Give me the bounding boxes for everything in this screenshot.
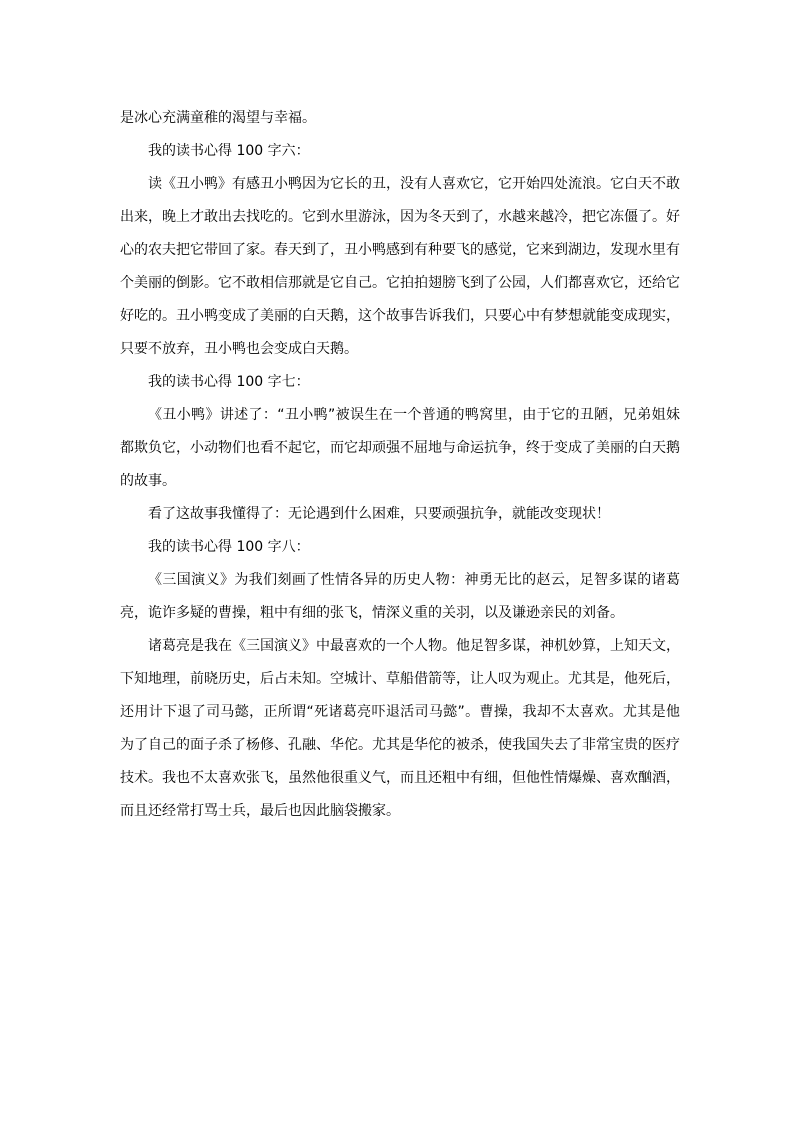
section-heading-six: 我的读书心得 100 字六： (148, 143, 310, 159)
paragraph-zhuge-liang: 诸葛亮是我在《三国演义》中最喜欢的一个人物。他足智多谋，神机妙算，上知天文，下知地理，前晓历史，后占未知。空城计、草船借箭等，让人叹为观止。尤其是，他死后，还用计下退了司马懿，正所谓“死诸葛亮吓退活司马懿”。曹操，我却不太喜欢。尤其是他为了自己的面子杀了杨修、孔融、华佗。尤其是华佗的被杀，使我国失去了非常宝贵的医疗技术。我也不太喜欢张飞，虽然他很重义气，而且还粗中有细，但他性情爆燥、喜欢酗酒，而且还经常打骂士兵，最后也因此脑袋搬家。 (120, 638, 680, 819)
paragraph-ugly-duckling-review: 读《丑小鸭》有感丑小鸭因为它长的丑，没有人喜欢它，它开始四处流浪。它白天不敢出来，晚上才敢出去找吃的。它到水里游泳，因为冬天到了，水越来越冷，把它冻僵了。好心的农夫把它带回了家。春天到了，丑小鸭感到有种要飞的感觉，它来到湖边，发现水里有个美丽的倒影。它不敢相信那就是它自己。它拍拍翅膀飞到了公园，人们都喜欢它，还给它好吃的。丑小鸭变成了美丽的白天鹅，这个故事告诉我们，只要心中有梦想就能变成现实，只要不放弃，丑小鸭也会变成白天鹅。 (120, 176, 680, 357)
paragraph-lesson: 看了这故事我懂得了：无论遇到什么困难，只要顽强抗争，就能改变现状！ (148, 506, 610, 522)
paragraph-ugly-duckling-summary: 《丑小鸭》讲述了：“丑小鸭”被误生在一个普通的鸭窝里，由于它的丑陋，兄弟姐妹都欺负它，小动物们也看不起它，而它却顽强不屈地与命运抗争，终于变成了美丽的白天鹅的故事。 (120, 407, 680, 489)
section-heading-seven: 我的读书心得 100 字七： (148, 374, 310, 390)
paragraph-three-kingdoms-intro: 《三国演义》为我们刻画了性情各异的历史人物：神勇无比的赵云，足智多谋的诸葛亮，诡诈多疑的曹操，粗中有细的张飞，情深义重的关羽，以及谦逊亲民的刘备。 (120, 572, 680, 621)
section-heading-eight: 我的读书心得 100 字八： (148, 539, 310, 555)
document-body (120, 102, 680, 828)
paragraph-continuation: 是冰心充满童稚的渴望与幸福。 (120, 110, 316, 126)
